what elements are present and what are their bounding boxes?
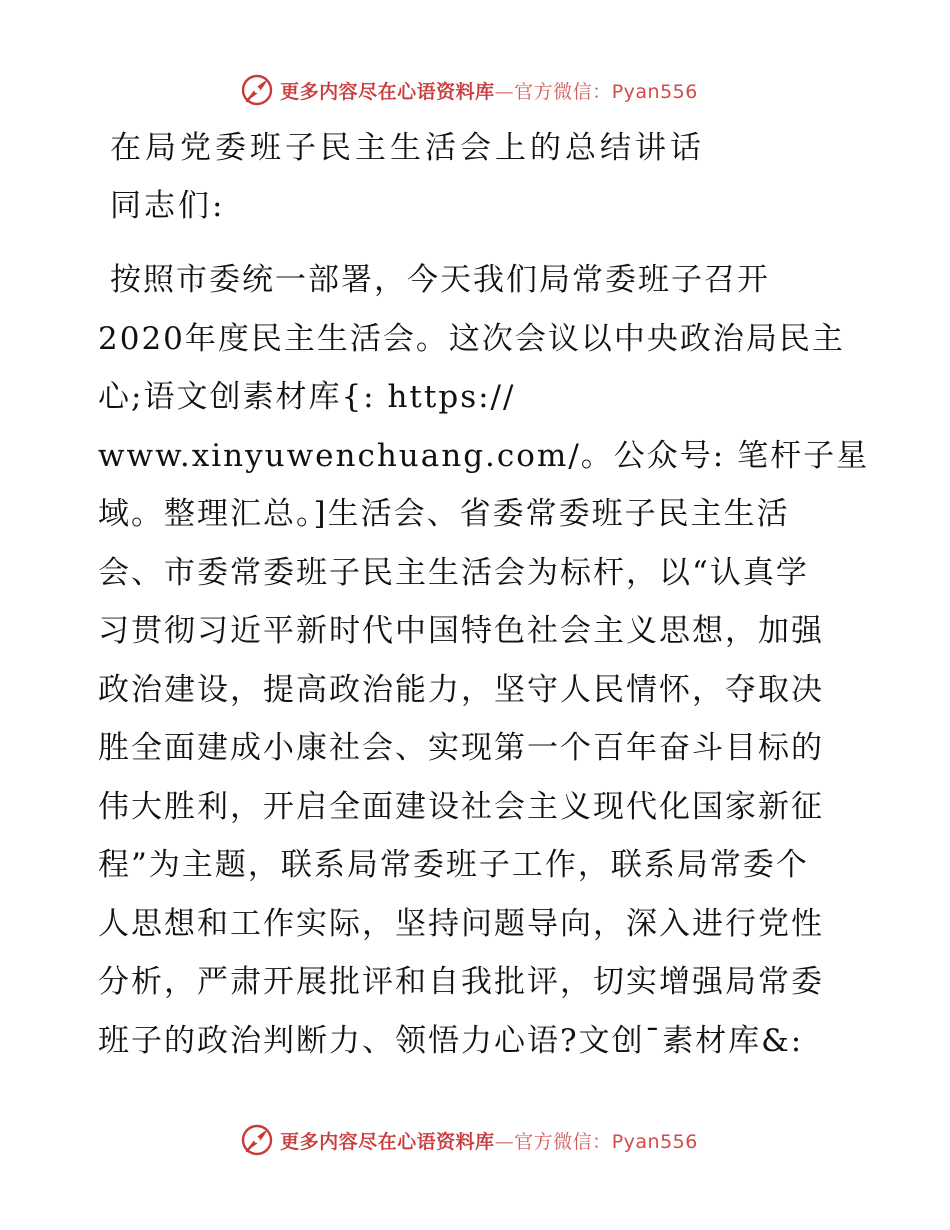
- quill-pen-logo-icon: [240, 1123, 274, 1157]
- paragraph-line: 习贯彻习近平新时代中国特色社会主义思想，加强: [98, 613, 824, 649]
- banner-official-label: 官方微信：: [514, 1130, 612, 1153]
- quill-pen-logo-icon: [240, 73, 274, 107]
- footer-banner-content: [240, 1123, 698, 1157]
- salutation: 同志们:: [110, 188, 226, 224]
- paragraph-line: 班子的政治判断力、领悟力心语?文创¯素材库&:: [98, 1022, 804, 1059]
- header-banner-content: [240, 73, 698, 107]
- paragraph-line: 伟大胜利，开启全面建设社会主义现代化国家新征: [98, 788, 824, 825]
- paragraph-line: 心;语文创素材库{: https://: [98, 379, 516, 415]
- banner-dash: —: [494, 80, 515, 103]
- paragraph-line: 分析，严肃开展批评和自我批评，切实增强局常委: [98, 964, 824, 1000]
- footer-banner-text: [280, 1127, 698, 1154]
- banner-brand: 更多内容尽在心语资料库: [280, 1130, 495, 1153]
- document-title: 在局党委班子民主生活会上的总结讲话: [110, 130, 705, 166]
- banner-official-label: 官方微信：: [514, 80, 612, 103]
- header-banner-text: [280, 77, 698, 104]
- document-body: [98, 125, 870, 1070]
- paragraph-line: 人思想和工作实际，坚持问题导向，深入进行党性: [98, 905, 824, 942]
- paragraph-line: 按照市委统一部署，今天我们局常委班子召开: [110, 262, 770, 298]
- banner-dash: —: [494, 1130, 515, 1153]
- banner-wechat-id: Pyan556: [611, 80, 698, 103]
- footer-banner: [0, 1120, 950, 1160]
- paragraph-line: 政治建设，提高政治能力，坚守人民情怀，夺取决: [98, 671, 824, 708]
- banner-wechat-id: Pyan556: [611, 1130, 698, 1153]
- paragraph-line: 会、市委常委班子民主生活会为标杆，以“认真学: [98, 554, 809, 591]
- paragraph-line: 2020年度民主生活会。这次会议以中央政治局民主: [98, 320, 845, 357]
- banner-brand: 更多内容尽在心语资料库: [280, 80, 495, 103]
- paragraph-line: www.xinyuwenchuang.com/。公众号: 笔杆子星: [98, 437, 870, 474]
- body-paragraph: [98, 251, 870, 1070]
- header-banner: [0, 70, 950, 110]
- paragraph-line: 胜全面建成小康社会、实现第一个百年奋斗目标的: [98, 730, 824, 766]
- paragraph-line: 域。整理汇总。]生活会、省委常委班子民主生活: [98, 496, 790, 532]
- paragraph-line: 程”为主题，联系局常委班子工作，联系局常委个: [98, 847, 809, 883]
